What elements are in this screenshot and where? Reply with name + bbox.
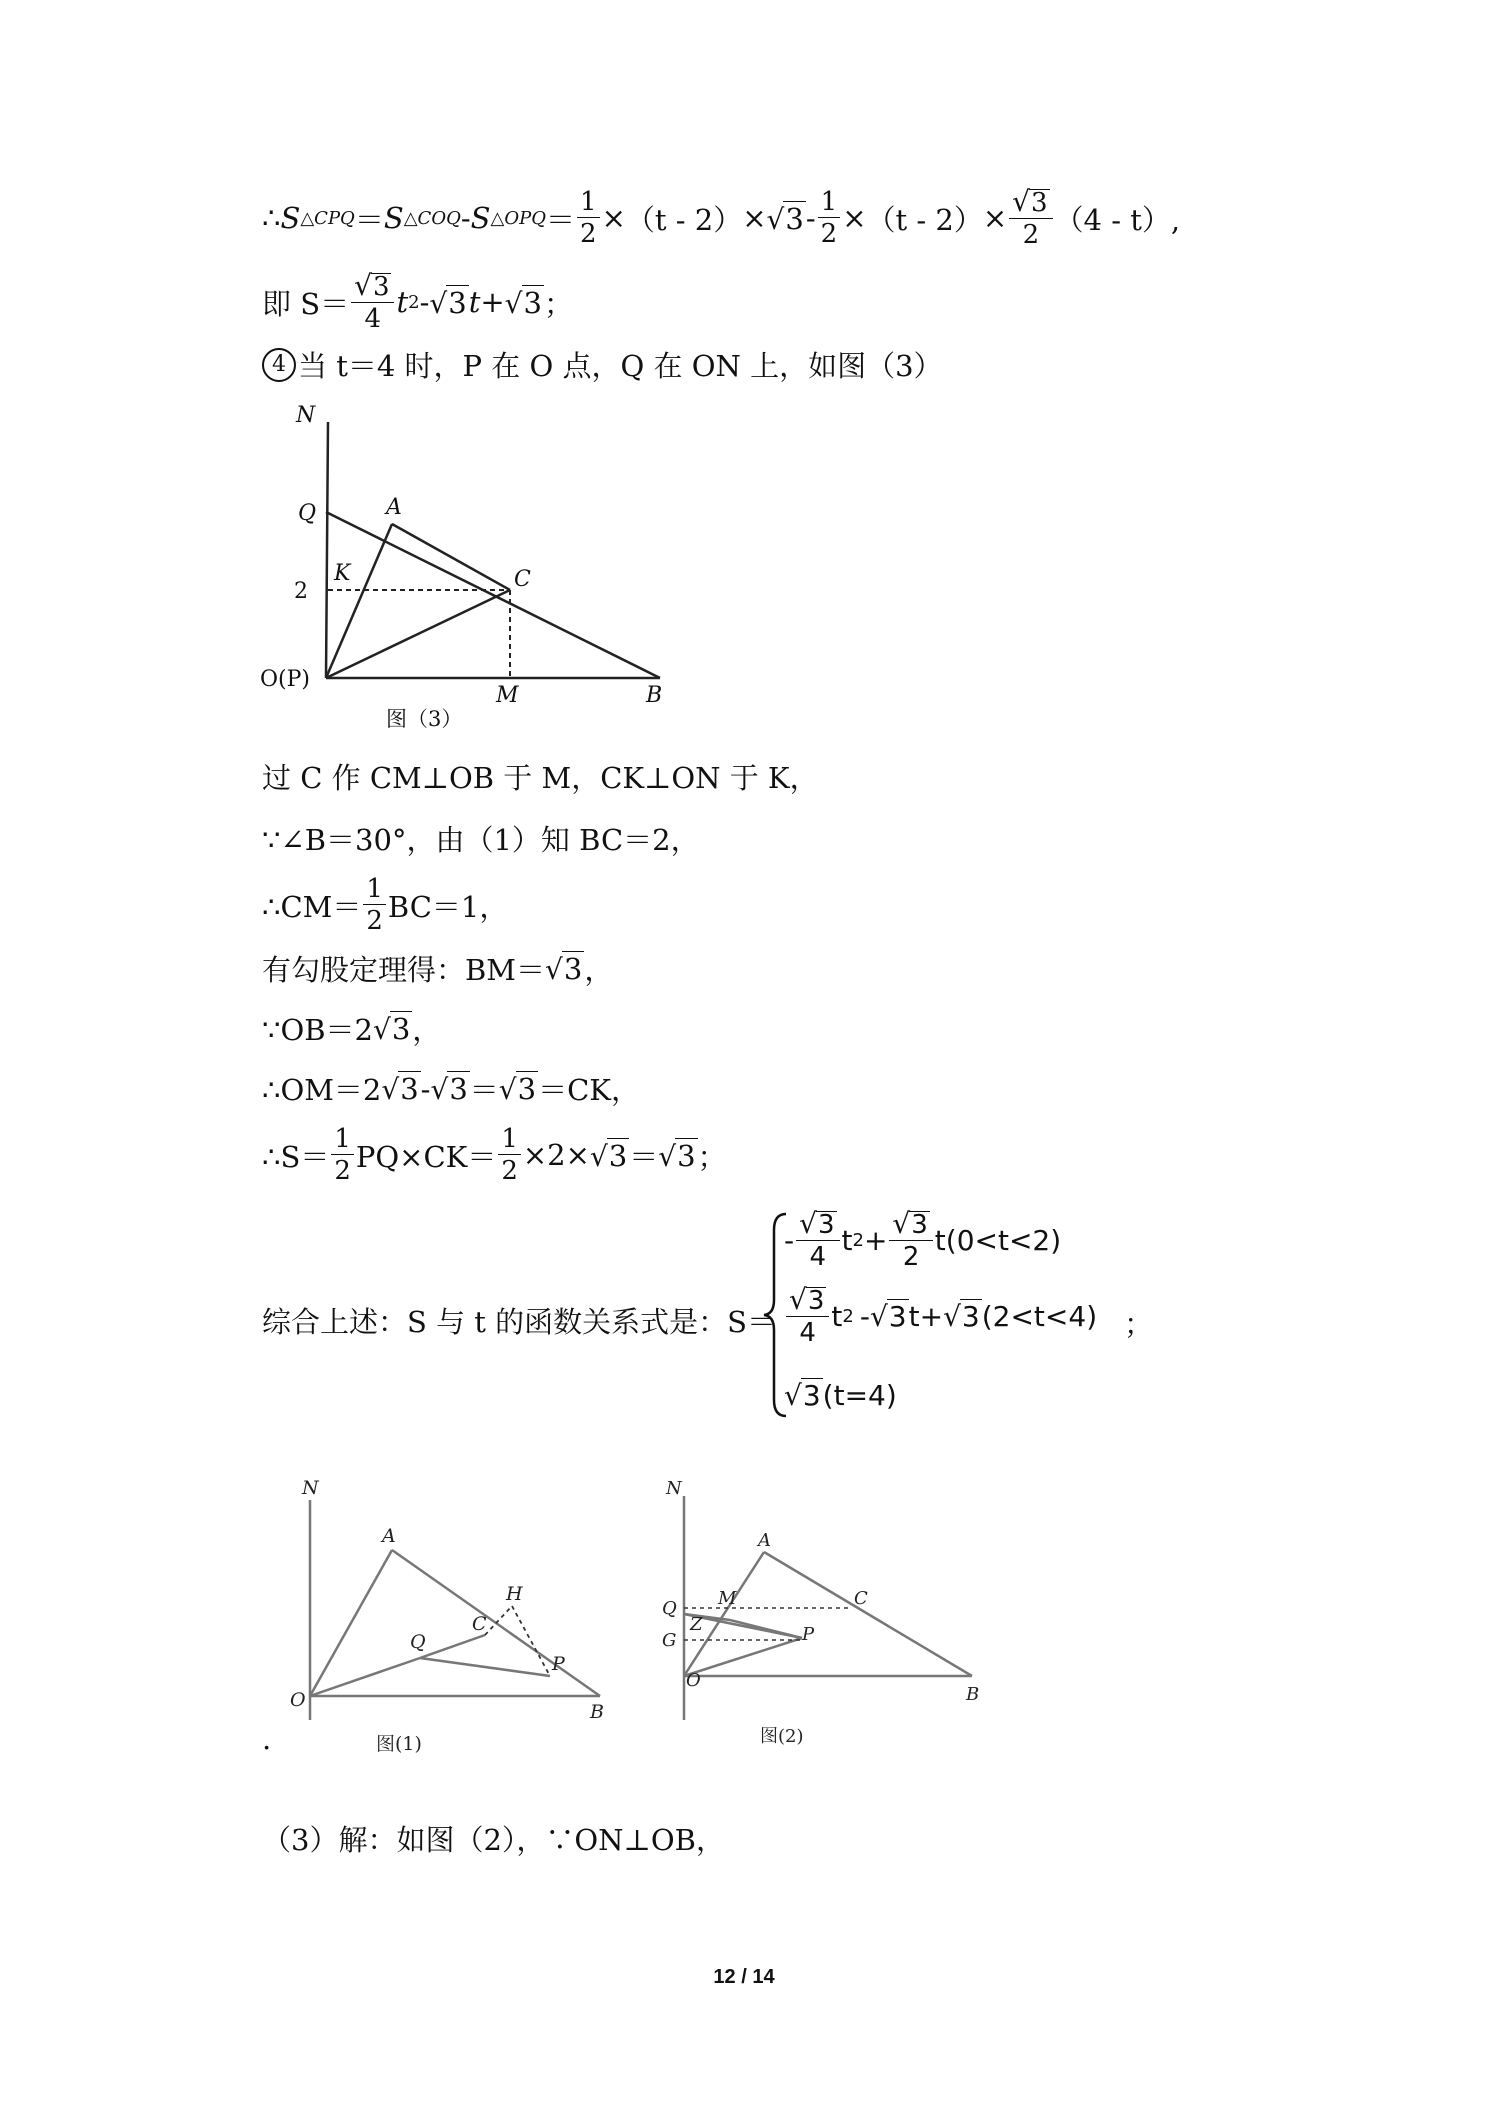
t-plus: t+ xyxy=(908,1299,944,1333)
label-p: P xyxy=(802,1624,815,1645)
label-z: Z xyxy=(690,1614,703,1635)
step-text: ∵∠B＝30°，由（1）知 BC＝2， xyxy=(262,823,700,857)
piece-1 xyxy=(784,1207,1062,1272)
radicand: 3 xyxy=(888,1300,907,1333)
radicand: 3 xyxy=(608,1138,628,1173)
step-s xyxy=(262,1126,727,1184)
denominator: 2 xyxy=(501,1156,518,1186)
step-text: 有勾股定理得：BM＝ xyxy=(262,953,546,987)
denominator: 2 xyxy=(1022,220,1040,250)
sqrt-3: √ 3 xyxy=(545,952,583,986)
summary-text: 综合上述：S 与 t 的函数关系式是：S＝ xyxy=(262,1305,777,1339)
numerator: 1 xyxy=(818,189,841,218)
denominator: 2 xyxy=(580,219,597,249)
fraction-sqrt3-over-4 xyxy=(786,1283,829,1348)
label-a: A xyxy=(382,1525,396,1547)
condition: t(0<t<2) xyxy=(934,1223,1062,1257)
sqrt-3: √ 3 xyxy=(504,285,542,320)
step-text: ＝CK， xyxy=(538,1073,640,1107)
figure-2 xyxy=(652,1480,1002,1760)
sqrt-3: √ 3 xyxy=(430,1072,468,1106)
radicand: 3 xyxy=(802,1379,821,1412)
figure-1 xyxy=(280,1480,630,1760)
piece-3 xyxy=(784,1378,897,1412)
exponent: 2 xyxy=(408,291,420,313)
numerator: √ 3 xyxy=(786,1286,829,1317)
step-text: ×2× xyxy=(522,1138,590,1172)
step-text: ∴S＝ xyxy=(262,1139,330,1174)
radicand: 3 xyxy=(400,1072,419,1106)
times-sign: × xyxy=(982,201,1008,235)
label-c: C xyxy=(514,567,531,592)
figure-3-caption: 图（3） xyxy=(386,707,463,731)
therefore-sign: ∴ xyxy=(262,201,281,235)
minus-sign: - xyxy=(420,1071,431,1106)
step-text: PQ×CK＝ xyxy=(355,1139,497,1174)
case-4-line xyxy=(262,344,943,385)
t-minus-2: （t - 2） xyxy=(866,202,983,237)
part-3-line xyxy=(262,1818,725,1859)
condition: (2<t<4) xyxy=(981,1299,1098,1333)
sqrt-3: √ 3 xyxy=(943,1300,980,1333)
step-cm xyxy=(262,876,508,934)
radicand: 3 xyxy=(911,1210,928,1240)
fraction-half xyxy=(331,1126,354,1184)
t-variable: t xyxy=(831,1299,843,1333)
label-o: O xyxy=(290,1689,306,1711)
summary-end xyxy=(1124,1302,1153,1343)
numerator: 1 xyxy=(363,876,386,905)
times-sign: × xyxy=(842,201,867,235)
denominator: 4 xyxy=(364,304,382,334)
label-k: K xyxy=(334,561,351,586)
s-symbol: S xyxy=(280,201,301,235)
equals-sign: ＝ xyxy=(546,202,576,237)
numerator: √ 3 xyxy=(1009,188,1052,219)
sqrt-3: √ 3 xyxy=(373,1012,411,1046)
four-minus-t: （4 - t）, xyxy=(1054,202,1181,237)
step-ob xyxy=(262,1008,441,1049)
step-text: ∴OM＝2 xyxy=(262,1073,382,1107)
semicolon: ； xyxy=(1124,1307,1154,1341)
figure-1-caption: 图(1) xyxy=(376,1733,422,1755)
ji-s-equals: 即 S＝ xyxy=(262,286,350,321)
label-b: B xyxy=(590,1701,604,1723)
numerator: 1 xyxy=(498,1126,521,1155)
sub-coq: △COQ xyxy=(403,207,461,229)
fraction-sqrt3-over-4 xyxy=(796,1207,839,1272)
step-angle xyxy=(262,818,700,859)
sqrt-3: √ 3 xyxy=(429,285,467,320)
piece-2 xyxy=(784,1283,1098,1348)
step-om xyxy=(262,1068,640,1109)
denominator: 4 xyxy=(809,1242,827,1272)
radicand: 3 xyxy=(677,1138,696,1173)
numerator: 1 xyxy=(577,189,600,218)
label-q: Q xyxy=(298,501,317,526)
minus-sign: - xyxy=(419,285,430,319)
label-c: C xyxy=(472,1613,487,1635)
circled-number: 4 xyxy=(262,348,296,382)
condition: (t=4) xyxy=(822,1378,897,1412)
part-3-text: （3）解：如图（2），∵ON⊥OB， xyxy=(262,1823,725,1857)
semicolon: ； xyxy=(697,1139,727,1174)
exponent: 2 xyxy=(852,1229,864,1251)
equals-sign: ＝ xyxy=(354,202,384,237)
times-sign: × xyxy=(742,201,767,235)
label-a: A xyxy=(758,1530,771,1551)
s-symbol: S xyxy=(470,201,491,235)
t-minus-2: （t - 2） xyxy=(625,202,743,237)
step-text: BC＝1， xyxy=(387,889,509,924)
summary-line xyxy=(262,1300,776,1341)
period xyxy=(262,1722,271,1756)
label-c: C xyxy=(854,1588,868,1609)
label-b: B xyxy=(966,1684,980,1705)
numerator: √ 3 xyxy=(351,272,394,303)
label-a: A xyxy=(386,495,402,520)
step-bm xyxy=(262,948,613,989)
fraction-sqrt3-over-2 xyxy=(889,1207,932,1272)
figure-3 xyxy=(250,400,690,740)
t-variable: t xyxy=(841,1223,853,1257)
denominator: 4 xyxy=(799,1318,816,1348)
fraction-half xyxy=(498,1126,521,1184)
sqrt-3: √ 3 xyxy=(498,1072,537,1106)
sub-opq: △OPQ xyxy=(490,207,546,229)
plus-sign: + xyxy=(863,1223,888,1257)
minus-sign: - xyxy=(784,1223,795,1257)
label-p: P xyxy=(552,1653,565,1675)
semicolon: ； xyxy=(543,286,573,321)
label-o-p: O(P) xyxy=(260,667,311,692)
sqrt-3: √ 3 xyxy=(658,1138,696,1173)
radicand: 3 xyxy=(807,1286,825,1316)
sqrt-3: √ 3 xyxy=(589,1138,628,1173)
page-number: 12 / 14 xyxy=(713,1966,775,1988)
numerator: √ 3 xyxy=(796,1210,839,1241)
radicand: 3 xyxy=(1031,188,1048,218)
minus-sign: - xyxy=(859,1299,870,1333)
denominator: 2 xyxy=(366,906,383,936)
formula-line-1 xyxy=(262,185,1181,250)
case-4-text: 当 t＝4 时，P 在 O 点，Q 在 ON 上，如图（3） xyxy=(298,349,943,383)
radicand: 3 xyxy=(961,1300,980,1333)
numerator: 1 xyxy=(331,1126,354,1155)
denominator: 2 xyxy=(902,1242,920,1272)
sqrt-3: √ 3 xyxy=(784,1379,821,1412)
label-q: Q xyxy=(662,1598,677,1619)
radicand: 3 xyxy=(449,1072,468,1106)
exponent: 2 xyxy=(842,1305,854,1327)
numerator: √ 3 xyxy=(889,1210,932,1241)
label-g: G xyxy=(662,1630,677,1651)
step-text: ∵OB＝2 xyxy=(262,1013,373,1047)
label-n: N xyxy=(296,403,316,428)
equals-sign: ＝ xyxy=(469,1073,499,1107)
radicand: 3 xyxy=(785,201,804,236)
t-variable: t xyxy=(396,285,409,319)
figure-2-caption: 图(2) xyxy=(760,1726,804,1747)
fraction-half xyxy=(363,876,386,934)
period-mark: . xyxy=(262,1722,272,1756)
equals-sign: ＝ xyxy=(629,1139,659,1174)
step-text: ∴CM＝ xyxy=(262,889,362,924)
sub-cpq: △CPQ xyxy=(300,207,355,229)
step-text: 过 C 作 CM⊥OB 于 M，CK⊥ON 于 K， xyxy=(262,761,819,795)
denominator: 2 xyxy=(334,1156,351,1186)
label-two: 2 xyxy=(294,579,308,604)
label-n: N xyxy=(302,1480,319,1499)
label-b: B xyxy=(646,683,663,708)
denominator: 2 xyxy=(820,219,838,249)
fraction-half xyxy=(818,189,841,247)
label-o: O xyxy=(686,1670,701,1691)
step-text: ， xyxy=(584,953,614,987)
sqrt-3: √ 3 xyxy=(766,201,804,236)
radicand: 3 xyxy=(448,285,467,320)
s-symbol: S xyxy=(383,201,404,235)
radicand: 3 xyxy=(523,285,542,320)
minus-sign: - xyxy=(460,201,471,235)
step-construct xyxy=(262,756,819,797)
label-q: Q xyxy=(410,1631,426,1653)
label-n: N xyxy=(666,1480,682,1499)
label-m: M xyxy=(718,1588,737,1609)
label-h: H xyxy=(506,1583,523,1605)
radicand: 3 xyxy=(372,272,390,302)
sqrt-3: √ 3 xyxy=(381,1072,419,1106)
label-m: M xyxy=(496,683,519,708)
sqrt-3: √ 3 xyxy=(869,1300,907,1333)
radicand: 3 xyxy=(817,1210,835,1240)
formula-line-2 xyxy=(262,269,573,334)
fraction-sqrt3-over-4 xyxy=(351,269,394,334)
minus-sign: - xyxy=(805,201,816,235)
radicand: 3 xyxy=(517,1072,537,1106)
fraction-sqrt3-over-2 xyxy=(1009,185,1052,250)
step-text: ， xyxy=(412,1013,442,1047)
t-plus: t+ xyxy=(468,285,505,319)
times-sign: × xyxy=(601,201,626,235)
radicand: 3 xyxy=(391,1012,411,1046)
fraction-half xyxy=(577,189,600,247)
radicand: 3 xyxy=(563,952,583,986)
